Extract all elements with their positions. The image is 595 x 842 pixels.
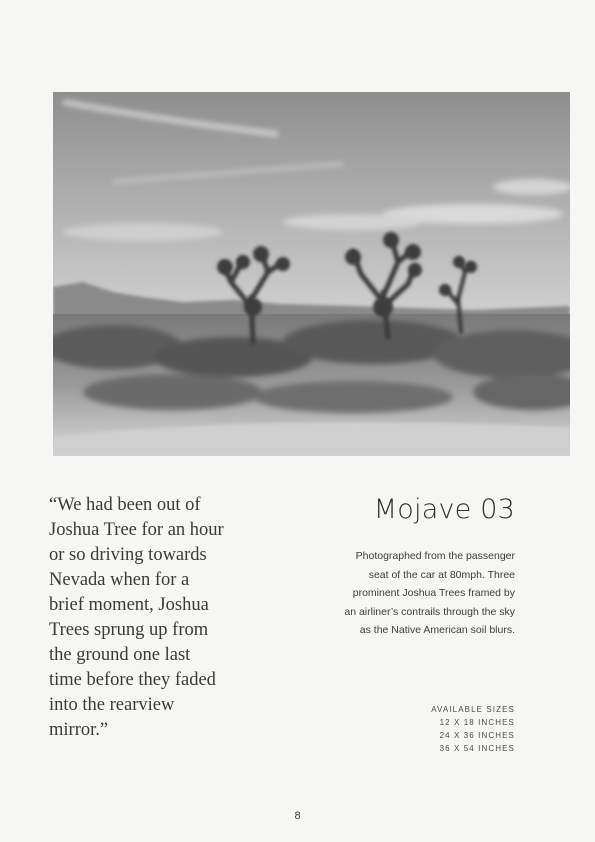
size-option: 36 X 54 INCHES: [439, 744, 515, 753]
artwork-description: [275, 547, 515, 640]
quote-line: the ground one last: [49, 645, 191, 665]
sizes-heading: AVAILABLE SIZES: [431, 705, 515, 714]
page-number: 8: [294, 810, 301, 822]
quote-line: Joshua Tree for an hour: [49, 520, 224, 540]
quote-line: or so driving towards: [49, 545, 207, 565]
description-line: Photographed from the passenger: [355, 550, 515, 562]
pull-quote: [49, 493, 264, 743]
quote-line: Nevada when for a: [49, 570, 190, 590]
size-option: 12 X 18 INCHES: [439, 718, 515, 727]
quote-line: into the rearview: [49, 695, 175, 715]
quote-line: Trees sprung up from: [49, 620, 209, 640]
available-sizes: [431, 703, 515, 755]
mojave-photograph: [53, 92, 570, 456]
quote-line: “We had been out of: [49, 495, 201, 515]
description-line: an airliner’s contrails through the sky: [344, 605, 515, 618]
desert-landscape-image: [53, 92, 570, 456]
description-line: as the Native American soil blurs.: [359, 624, 515, 636]
quote-line: time before they faded: [49, 670, 216, 690]
description-line: seat of the car at 80mph. Three: [368, 568, 515, 581]
quote-line: brief moment, Joshua: [49, 595, 209, 615]
quote-line: mirror.”: [49, 720, 109, 740]
description-line: prominent Joshua Trees framed by: [352, 587, 515, 599]
artwork-title: Mojave 03: [373, 494, 515, 525]
size-option: 24 X 36 INCHES: [439, 731, 515, 740]
